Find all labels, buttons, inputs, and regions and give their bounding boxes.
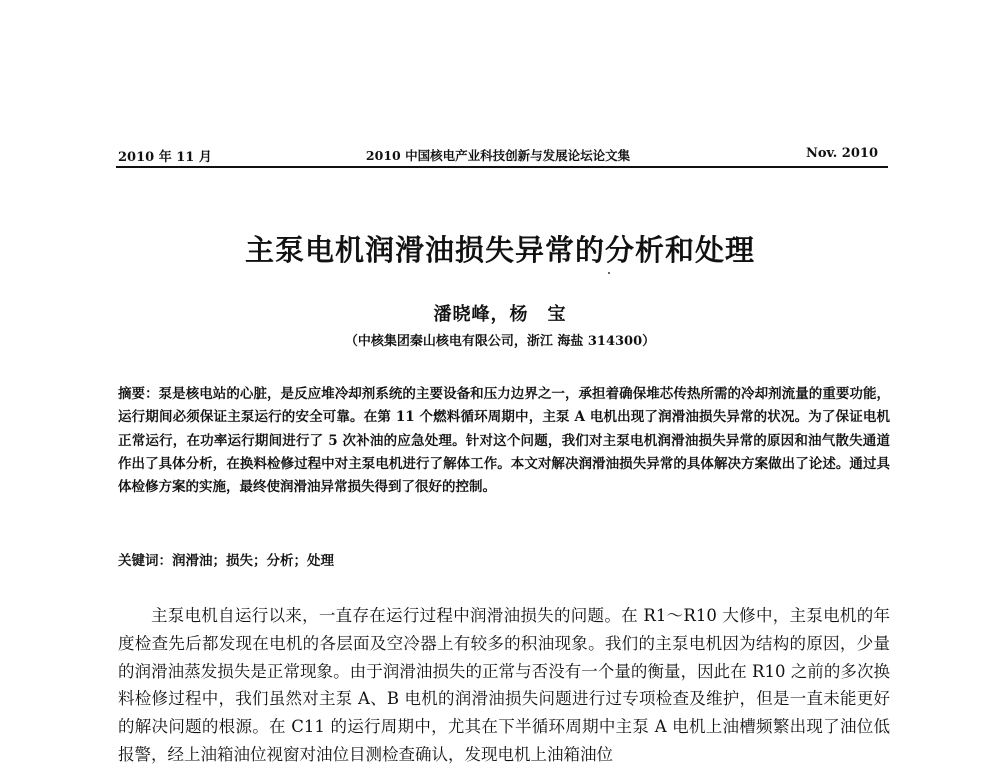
header-date-en: Nov. 2010 [805,146,878,161]
header-date-cn: 2010 年 11 月 [118,150,212,165]
abstract: 摘要：泵是核电站的心脏，是反应堆冷却剂系统的主要设备和压力边界之一，承担着确保堆芯传热所需的冷却剂流量的重要功能，运行期间必须保证主泵运行的安全可靠。在第 11 个燃料循环周期中，主泵 A 电机出现了润滑油损失异常的状况。为了保证电机正常运行，在功率运行期间进行了 5 次补油的应急处理。针对这个问题，我们对主泵电机润滑油损失异常的原因和油气散失通道作出了具体分析，在换料检修过程中对主泵电机进行了解体工作。本文对解决润滑油损失异常的具体解决方案做出了论述。通过具体检修方案的实施，最终使润滑油异常损失得到了很好的控制。 [118,386,890,496]
header-proceedings-title: 2010 中国核电产业科技创新与发展论坛论文集 [365,148,631,163]
running-header [118,144,878,166]
article-title: 主泵电机润滑油损失异常的分析和处理 [244,233,755,267]
keywords: 关键词：润滑油；损失；分析；处理 [118,553,334,569]
article-authors: 潘晓峰，杨 宝 [433,304,567,325]
article-affiliation: （中核集团秦山核电有限公司，浙江 海盐 314300） [344,334,656,349]
header-rule [116,166,888,168]
body-paragraph: 主泵电机自运行以来，一直存在运行过程中润滑油损失的问题。在 R1～R10 大修中，主泵电机的年度检查先后都发现在电机的各层面及空冷器上有较多的积油现象。我们的主泵电机因为结构的原因，少量的润滑油蒸发损失是正常现象。由于润滑油损失的正常与否没有一个量的衡量，因此在 R10 之前的多次换料检修过程中，我们虽然对主泵 A、B 电机的润滑油损失问题进行过专项检查及维护，但是一直未能更好的解决问题的根源。在 C11 的运行周期中，尤其在下半循环周期中主泵 A 电机上油槽频繁出现了油位低报警，经上油箱油位视窗对油位目测检查确认，发现电机上油箱油位 [118,606,890,764]
scan-speck [608,272,610,274]
